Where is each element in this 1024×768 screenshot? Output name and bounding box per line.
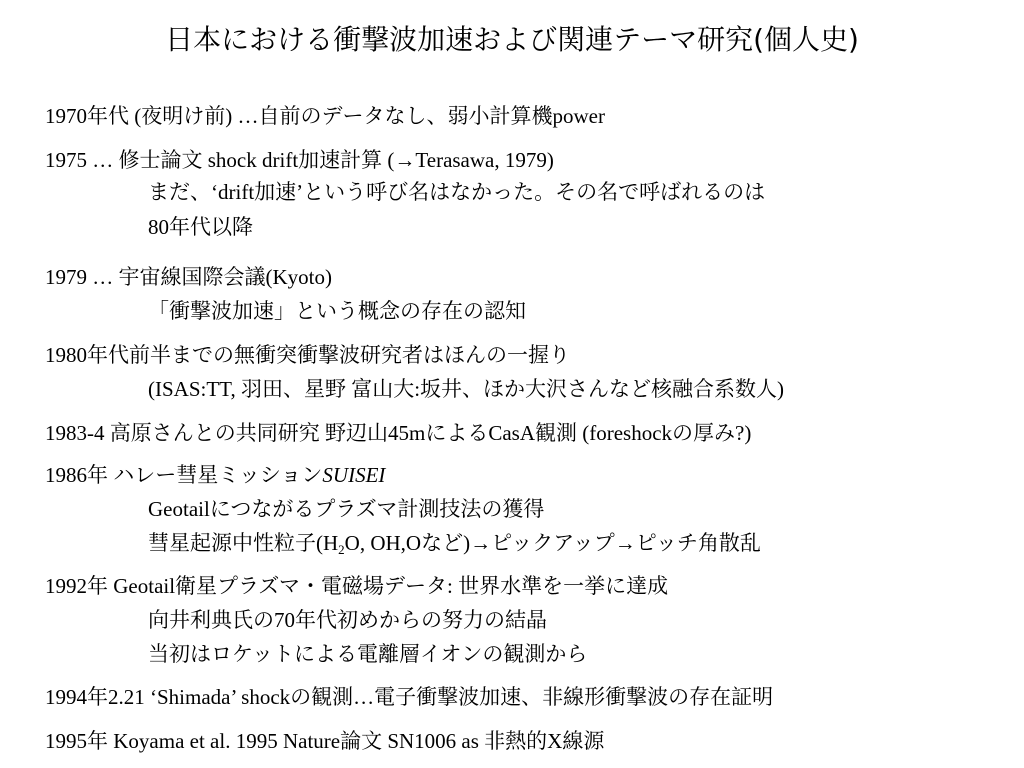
entry-1983: 1983-4 高原さんとの共同研究 野辺山45mによるCasA観測 (foreshockの厚み?) bbox=[45, 421, 752, 445]
entry-1970: 1970年代 (夜明け前) …自前のデータなし、弱小計算機power bbox=[45, 104, 605, 128]
entry-1986-note-2 bbox=[148, 528, 761, 558]
entry-1986-prefix: 1986年 ハレー彗星ミッション bbox=[45, 463, 323, 487]
entry-1979: 1979 … 宇宙線国際会議(Kyoto) bbox=[45, 265, 332, 289]
suisei-name: SUISEI bbox=[322, 463, 386, 487]
entry-1986 bbox=[45, 460, 385, 490]
formula-prefix: 彗星起源中性粒子(H bbox=[148, 531, 339, 555]
formula-suffix: O, OH,Oなど)→ピックアップ→ピッチ角散乱 bbox=[344, 531, 761, 555]
entry-1995: 1995年 Koyama et al. 1995 Nature論文 SN1006 as 非熱的X線源 bbox=[45, 729, 605, 753]
slide-title: 日本における衝撃波加速および関連テーマ研究(個人史) bbox=[165, 23, 859, 56]
entry-1975-note-1: まだ、‘drift加速’という呼び名はなかった。その名で呼ばれるのは bbox=[148, 180, 766, 204]
entry-1975: 1975 … 修士論文 shock drift加速計算 (→Terasawa, 1979) bbox=[45, 148, 554, 172]
entry-1979-note: 「衝撃波加速」という概念の存在の認知 bbox=[148, 299, 526, 323]
entry-1992: 1992年 Geotail衛星プラズマ・電磁場データ: 世界水準を一挙に達成 bbox=[45, 574, 669, 598]
formula-subscript: 2 bbox=[338, 542, 345, 557]
entry-1994: 1994年2.21 ‘Shimada’ shockの観測…電子衝撃波加速、非線形衝撃波の存在証明 bbox=[45, 685, 774, 709]
entry-1980: 1980年代前半までの無衝突衝撃波研究者はほんの一握り bbox=[45, 343, 570, 367]
entry-1975-note-2: 80年代以降 bbox=[148, 215, 253, 239]
entry-1992-note-1: 向井利典氏の70年代初めからの努力の結晶 bbox=[148, 608, 547, 632]
entry-1992-note-2: 当初はロケットによる電離層イオンの観測から bbox=[148, 642, 588, 666]
entry-1986-note-1: Geotailにつながるプラズマ計測技法の獲得 bbox=[148, 497, 545, 521]
entry-1980-note: (ISAS:TT, 羽田、星野 富山大:坂井、ほか大沢さんなど核融合系数人) bbox=[148, 377, 785, 401]
